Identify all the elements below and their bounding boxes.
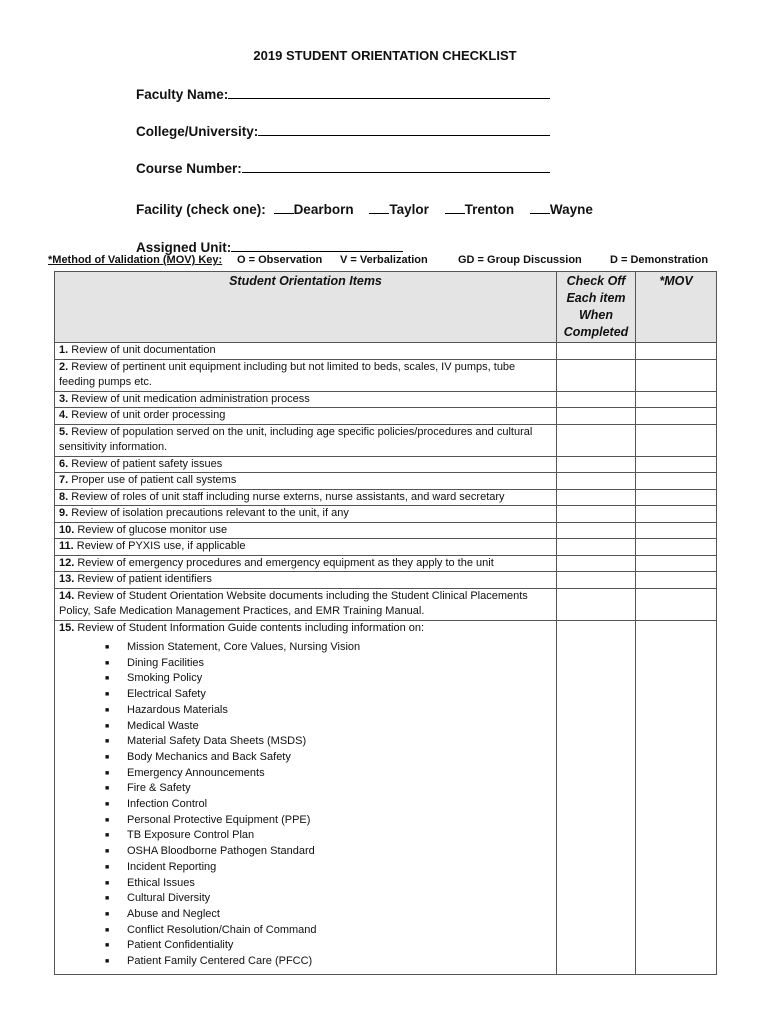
mov-cell[interactable]: [636, 343, 717, 360]
item-cell: [55, 359, 557, 391]
faculty-name-input[interactable]: [228, 84, 550, 99]
item-cell: [55, 539, 557, 556]
item-number: 11.: [59, 540, 74, 552]
list-item: ■ Patient Confidentiality: [105, 938, 552, 954]
list-item: ■ Body Mechanics and Back Safety: [105, 750, 552, 766]
header-mov: *MOV: [636, 272, 717, 343]
mov-key-observation: O = Observation: [237, 254, 323, 266]
item-cell: [55, 572, 557, 589]
item-text: Review of roles of unit staff including nurse externs, nurse assistants, and ward secretary: [71, 490, 505, 503]
course-number-label: Course Number:: [136, 161, 242, 176]
list-item: ■ Dining Facilities: [105, 656, 552, 672]
item-cell: [55, 555, 557, 572]
orientation-checklist-table: [54, 271, 717, 975]
course-number-field: [136, 158, 550, 176]
item-cell: [55, 424, 557, 456]
list-item: ■ Mission Statement, Core Values, Nursing Vision: [105, 640, 552, 656]
check-off-cell[interactable]: [557, 343, 636, 360]
table-row: [55, 555, 717, 572]
table-row: [55, 620, 717, 974]
mov-cell[interactable]: [636, 522, 717, 539]
table-row: [55, 522, 717, 539]
check-off-cell[interactable]: [557, 588, 636, 620]
list-item: ■ TB Exposure Control Plan: [105, 828, 552, 844]
table-row: [55, 539, 717, 556]
item-cell: [55, 391, 557, 408]
assigned-unit-field: [136, 237, 403, 255]
header-check-off: Check Off Each item When Completed: [557, 272, 636, 343]
facility-field: [136, 200, 593, 217]
check-off-cell[interactable]: [557, 506, 636, 523]
list-item: ■ Emergency Announcements: [105, 766, 552, 782]
item-text: Review of emergency procedures and emergency equipment as they apply to the unit: [77, 556, 494, 569]
item-number: 10.: [59, 523, 75, 536]
table-row: [55, 424, 717, 456]
assigned-unit-input[interactable]: [231, 237, 403, 252]
table-row: [55, 343, 717, 360]
mov-key-demonstration: D = Demonstration: [610, 254, 709, 266]
college-label: College/University:: [136, 124, 259, 139]
item-text: Proper use of patient call systems: [71, 474, 237, 486]
list-item: ■ Conflict Resolution/Chain of Command: [105, 923, 552, 939]
mov-cell[interactable]: [636, 456, 717, 473]
table-header-row: [55, 272, 717, 343]
item-text: Review of population served on the unit, including age specific policies/procedures and cultural sensitivity information.: [59, 425, 533, 453]
item-number: 9.: [59, 507, 69, 519]
page-title: 2019 STUDENT ORIENTATION CHECKLIST: [253, 48, 517, 63]
list-item: ■ Ethical Issues: [105, 876, 552, 892]
table-row: [55, 572, 717, 589]
list-item: ■ Smoking Policy: [105, 671, 552, 687]
mov-cell[interactable]: [636, 506, 717, 523]
list-item: ■ Patient Family Centered Care (PFCC): [105, 954, 552, 970]
list-item: ■ Fire & Safety: [105, 781, 552, 797]
list-item: ■ OSHA Bloodborne Pathogen Standard: [105, 844, 552, 860]
check-off-cell[interactable]: [557, 408, 636, 425]
item-cell: [55, 343, 557, 360]
check-off-cell[interactable]: [557, 555, 636, 572]
list-item: ■ Abuse and Neglect: [105, 907, 552, 923]
item-cell: [55, 588, 557, 620]
mov-key-verbalization: V = Verbalization: [340, 254, 428, 266]
mov-cell[interactable]: [636, 391, 717, 408]
item-text: Review of Student Orientation Website documents including the Student Clinical Placements Policy, Safe Medication Management Practices, and EMR Training Manual.: [59, 589, 528, 617]
check-off-cell[interactable]: [557, 359, 636, 391]
item-number: 1.: [59, 344, 69, 356]
item-number: 14.: [59, 589, 75, 602]
facility-checkbox-taylor[interactable]: [369, 200, 389, 214]
list-item: ■ Medical Waste: [105, 719, 552, 735]
table-row: [55, 456, 717, 473]
item-text: Review of unit medication administration process: [71, 392, 310, 405]
list-item: ■ Hazardous Materials: [105, 703, 552, 719]
item-number: 13.: [59, 573, 75, 585]
check-off-cell[interactable]: [557, 539, 636, 556]
item-cell: [55, 489, 557, 506]
mov-cell[interactable]: [636, 473, 717, 490]
header-items: Student Orientation Items: [55, 272, 557, 343]
mov-key-group-discussion: GD = Group Discussion: [458, 254, 582, 266]
mov-cell[interactable]: [636, 539, 717, 556]
item-cell: [55, 473, 557, 490]
item-text: Review of Student Information Guide contents including information on:: [77, 621, 425, 634]
item-text: Review of isolation precautions relevant to the unit, if any: [71, 507, 349, 519]
facility-option-wayne: Wayne: [549, 202, 593, 217]
check-off-cell[interactable]: [557, 620, 636, 974]
facility-label: Facility (check one):: [136, 202, 266, 217]
facility-checkbox-wayne[interactable]: [530, 200, 550, 214]
list-item: ■ Electrical Safety: [105, 687, 552, 703]
facility-checkbox-trenton[interactable]: [445, 200, 465, 214]
check-off-cell[interactable]: [557, 572, 636, 589]
assigned-unit-label: Assigned Unit:: [136, 240, 232, 255]
item-cell: [55, 456, 557, 473]
mov-cell[interactable]: [636, 424, 717, 456]
item-text: Review of pertinent unit equipment including but not limited to beds, scales, IV pumps, tube feeding pumps etc.: [59, 360, 516, 388]
mov-cell[interactable]: [636, 359, 717, 391]
item-text: Review of unit order processing: [71, 409, 226, 421]
check-off-cell[interactable]: [557, 456, 636, 473]
faculty-name-label: Faculty Name:: [136, 87, 229, 102]
item-number: 3.: [59, 392, 69, 405]
table-row: [55, 408, 717, 425]
mov-cell[interactable]: [636, 620, 717, 974]
mov-key-label: *Method of Validation (MOV) Key:: [48, 254, 223, 266]
item-text: Review of patient safety issues: [71, 457, 223, 470]
table-row: [55, 489, 717, 506]
college-input[interactable]: [258, 121, 550, 136]
facility-checkbox-dearborn[interactable]: [274, 200, 294, 214]
list-item: ■ Material Safety Data Sheets (MSDS): [105, 734, 552, 750]
list-item: ■ Incident Reporting: [105, 860, 552, 876]
faculty-name-field: [136, 84, 550, 102]
table-row: [55, 473, 717, 490]
college-field: [136, 121, 550, 139]
table-row: [55, 391, 717, 408]
item-number: 7.: [59, 474, 69, 486]
item-number: 12.: [59, 556, 75, 569]
item-text: Review of PYXIS use, if applicable: [76, 540, 246, 552]
list-item: ■ Personal Protective Equipment (PPE): [105, 813, 552, 829]
mov-cell[interactable]: [636, 572, 717, 589]
table-row: [55, 588, 717, 620]
item-cell: [55, 522, 557, 539]
check-off-cell[interactable]: [557, 522, 636, 539]
mov-cell[interactable]: [636, 555, 717, 572]
item-cell: [55, 620, 557, 974]
list-item: ■ Infection Control: [105, 797, 552, 813]
course-number-input[interactable]: [242, 158, 550, 173]
list-item: ■ Cultural Diversity: [105, 891, 552, 907]
facility-option-dearborn: Dearborn: [293, 202, 354, 217]
mov-cell[interactable]: [636, 588, 717, 620]
item-text: Review of patient identifiers: [77, 573, 212, 585]
item-number: 2.: [59, 360, 69, 373]
check-off-cell[interactable]: [557, 424, 636, 456]
item-number: 5.: [59, 425, 69, 438]
item-number: 15.: [59, 621, 75, 634]
mov-cell[interactable]: [636, 489, 717, 506]
item-number: 4.: [59, 409, 69, 421]
facility-option-taylor: Taylor: [389, 202, 429, 217]
item-text: Review of glucose monitor use: [77, 523, 228, 536]
item-number: 8.: [59, 490, 69, 503]
guide-topics-list: [59, 640, 552, 970]
item-number: 6.: [59, 457, 69, 470]
mov-cell[interactable]: [636, 408, 717, 425]
item-text: Review of unit documentation: [71, 344, 216, 356]
check-off-cell[interactable]: [557, 489, 636, 506]
table-row: [55, 506, 717, 523]
check-off-cell[interactable]: [557, 391, 636, 408]
item-cell: [55, 506, 557, 523]
check-off-cell[interactable]: [557, 473, 636, 490]
item-cell: [55, 408, 557, 425]
facility-option-trenton: Trenton: [464, 202, 515, 217]
table-row: [55, 359, 717, 391]
